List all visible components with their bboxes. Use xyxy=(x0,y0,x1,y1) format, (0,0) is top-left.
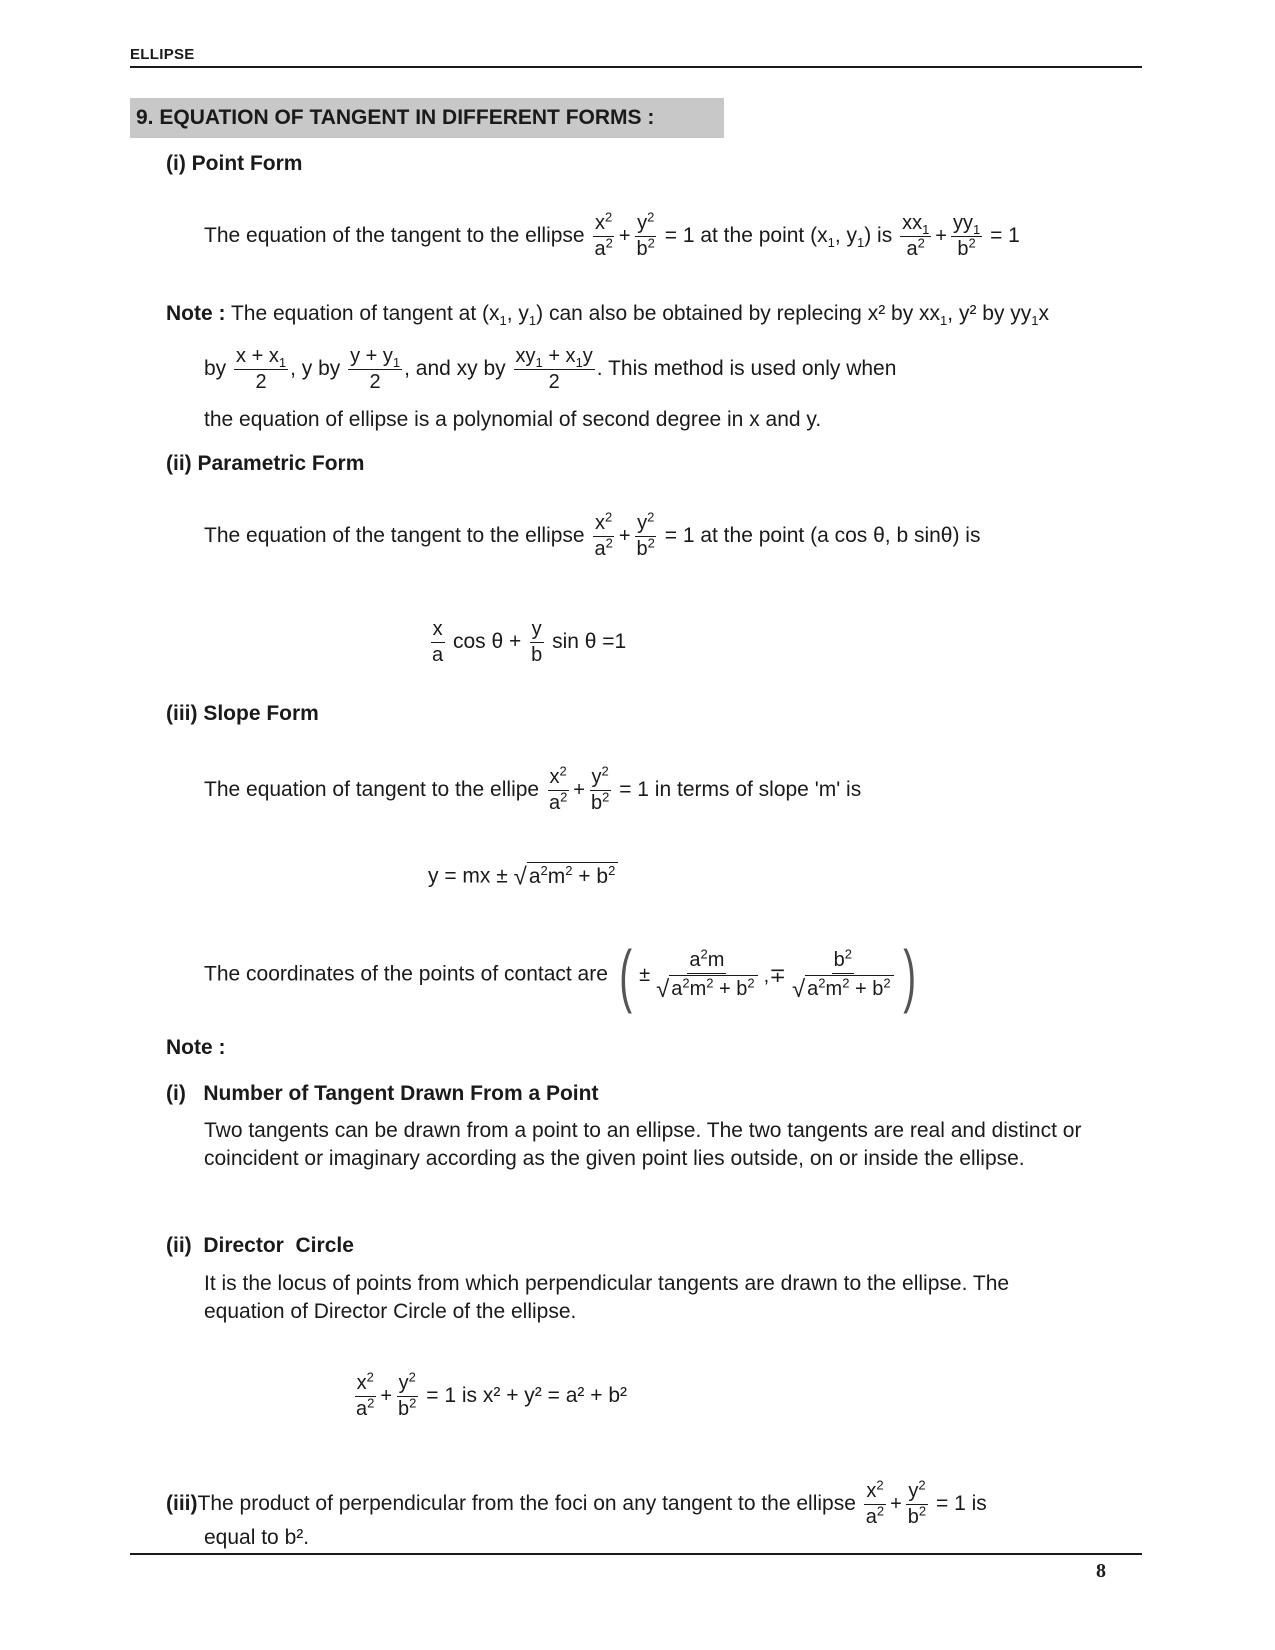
note1-line1: Note : The equation of tangent at ($x_1$, $y_1$) can also be obtained by replecing x² by $xx_1$, y² by $yy_1x$ xyxy=(166,302,1050,329)
page-number: 8 xyxy=(1096,1560,1106,1582)
fraction-y2-b2: $\frac{y^2}{b^2}$ xyxy=(636,509,655,560)
fraction-yy1-b2: $\frac{yy_1}{b^2}$ xyxy=(952,212,981,260)
fraction-x2-a2: $\frac{x^2}{a^2}$ xyxy=(548,763,568,814)
fraction-y2-b2: $\frac{y^2}{b^2}$ xyxy=(398,1369,417,1420)
note1-text-b: , y xyxy=(506,302,529,325)
note1-line2 xyxy=(204,345,896,394)
contact-points: The coordinates of the points of contact are ( ± $\frac{a^2m}{√ a^2m^2 + b^2}$ ,∓ $\frac{b^2}{√ a^2m^2 + b^2}$ ) xyxy=(204,936,916,1014)
fraction-x2-a2: $\frac{x^2}{a^2}$ xyxy=(865,1477,885,1528)
fraction-x2-a2: $\frac{x^2}{a^2}$ xyxy=(594,509,613,560)
note1-text-e: x xyxy=(1038,302,1050,325)
fraction-x-plus-x1: $\frac{x + x_1}{2}$ xyxy=(236,345,287,393)
director-circle-rhs: = 1 is x² + y² = a² + b² xyxy=(426,1384,627,1408)
sqrt-a2m2-b2: $√a^2m^2 + b^2$ xyxy=(514,862,619,891)
note1-label: Note : xyxy=(166,302,226,325)
fraction-x-a: $\frac{x}{a}$ xyxy=(432,618,444,666)
parametric-text: The equation of the tangent to the ellipse xyxy=(204,524,585,548)
note2-ii-title: (ii) Director Circle xyxy=(166,1234,354,1257)
fraction-b2-over-sqrt: $\frac{b^2}{√ a^2m^2 + b^2}$ xyxy=(790,949,896,1001)
fraction-xy1-plus-x1y: $\frac{xy_1 + x_1y}{2}$ xyxy=(515,345,593,393)
parametric-form-title: (ii) Parametric Form xyxy=(166,452,365,475)
note2-i-title: (i) Number of Tangent Drawn From a Point xyxy=(166,1082,599,1105)
fraction-y2-b2: $\frac{y^2}{b^2}$ xyxy=(636,209,655,260)
note1-and-xy: , and xy by xyxy=(404,357,506,381)
director-circle-equation: $\frac{x^2}{a^2}$ + $\frac{y^2}{b^2}$ = 1 is x² + y² = a² + b² xyxy=(356,1369,627,1420)
note1-y-by: , y by xyxy=(290,357,341,381)
parametric-cos: cos θ + xyxy=(452,630,522,654)
fraction-x2-a2: $\frac{x^2}{a^2}$ xyxy=(594,209,613,260)
fraction-y-b: $\frac{y}{b}$ xyxy=(531,618,543,666)
parametric-equation: The equation of the tangent to the ellipse $\frac{x^2}{a^2}$ + $\frac{y^2}{b^2}$ = 1 at the point (a cos θ, b sinθ) is xyxy=(204,509,981,560)
note2-i-text: Two tangents can be drawn from a point to an ellipse. The two tangents are real and distinct or coincident or imaginary according as the given point lies outside, on or inside the ellipse. xyxy=(204,1119,1082,1170)
point-form-title: (i) Point Form xyxy=(166,152,303,175)
note2-iii-end: equal to b². xyxy=(204,1526,310,1549)
note1-text-c: ) can also be obtained by replecing x² by xx xyxy=(536,302,941,325)
note1-by: by xyxy=(204,357,227,381)
page-header: ELLIPSE xyxy=(130,46,195,63)
note2-ii-text: It is the locus of points from which perpendicular tangents are drawn to the ellipse. The equation of Director Circle of the ellipse. xyxy=(204,1272,1010,1323)
parametric-tangent-equation xyxy=(428,618,626,667)
slope-text: The equation of tangent to the ellipe xyxy=(204,778,540,802)
section-title: 9. EQUATION OF TANGENT IN DIFFERENT FORMS : xyxy=(130,98,724,138)
slope-eq-lhs: y = mx ± xyxy=(428,864,508,888)
slope-form-title: (iii) Slope Form xyxy=(166,702,319,725)
note2-iii-is: = 1 is xyxy=(936,1492,987,1516)
point-form-text-c: , y xyxy=(834,224,857,248)
footer-rule xyxy=(130,1553,1142,1555)
parametric-sin: sin θ =1 xyxy=(552,630,627,654)
note1-text: The equation of tangent at (x xyxy=(230,302,500,325)
fraction-y2-b2: $\frac{y^2}{b^2}$ xyxy=(590,763,610,814)
fraction-x2-a2: $\frac{x^2}{a^2}$ xyxy=(356,1369,375,1420)
note2-iii-text: The product of perpendicular from the foci on any tangent to the ellipse xyxy=(197,1492,856,1516)
fraction-y2-b2: $\frac{y^2}{b^2}$ xyxy=(907,1477,927,1528)
point-form-equation: The equation of the tangent to the ellipse $\frac{x^2}{a^2}$ + $\frac{y^2}{b^2}$ = 1 at the point ($x_1$, $y_1$) is $\frac{xx_1}{a^2}$ + $\frac{yy_1}{b^2}$ = 1 xyxy=(204,209,1020,260)
fraction-y-plus-y1: $\frac{y + y_1}{2}$ xyxy=(350,345,401,393)
parametric-text-b: = 1 at the point (a cos θ, b sinθ) is xyxy=(664,524,981,548)
slope-equation: The equation of tangent to the ellipe $\frac{x^2}{a^2}$ + $\frac{y^2}{b^2}$ = 1 in terms of slope 'm' is xyxy=(204,763,862,814)
note1-text-d: , y² by yy xyxy=(947,302,1032,325)
header-rule xyxy=(130,66,1142,68)
point-form-text-d: ) is xyxy=(864,224,893,248)
fraction-a2m-over-sqrt: $\frac{a^2m}{√ a^2m^2 + b^2}$ xyxy=(654,949,760,1001)
point-form-text-b: = 1 at the point (x xyxy=(664,224,828,248)
note2-label: Note : xyxy=(166,1036,226,1059)
note1-method: . This method is used only when xyxy=(596,357,897,381)
note2-iii-label: (iii) xyxy=(166,1492,198,1516)
slope-text-b: = 1 in terms of slope 'm' is xyxy=(619,778,862,802)
point-form-text: The equation of the tangent to the ellipse xyxy=(204,224,585,248)
slope-tangent-equation xyxy=(428,862,618,891)
note1-line3: the equation of ellipse is a polynomial of second degree in x and y. xyxy=(204,408,822,431)
contact-text: The coordinates of the points of contact are xyxy=(204,962,608,986)
point-form-text-e: = 1 xyxy=(990,224,1020,248)
note2-iii-line: (iii)The product of perpendicular from the foci on any tangent to the ellipse $\frac{x^2}{a^2}$ + $\frac{y^2}{b^2}$ = 1 is xyxy=(166,1477,987,1528)
fraction-xx1-a2: $\frac{xx_1}{a^2}$ xyxy=(902,212,930,260)
